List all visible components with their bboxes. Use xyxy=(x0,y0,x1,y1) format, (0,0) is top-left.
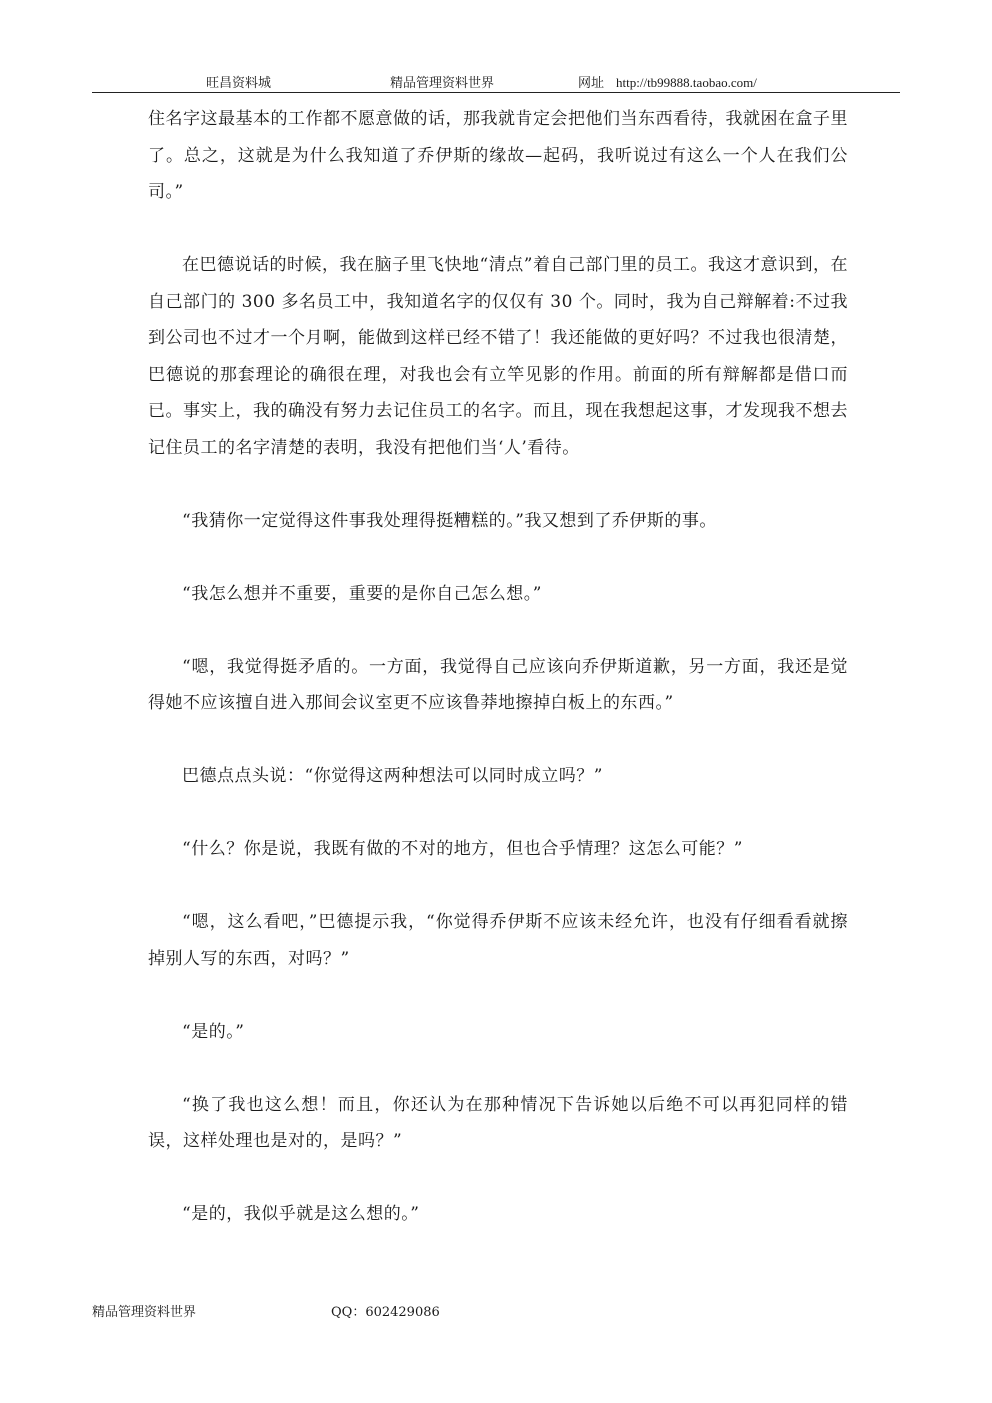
paragraph: “什么？你是说，我既有做的不对的地方，但也合乎情理？这怎么可能？” xyxy=(182,839,743,859)
header-url-label: 网址 xyxy=(578,76,605,91)
header-url-block xyxy=(578,72,757,91)
header-url-link[interactable]: http://tb99888.taobao.com/ xyxy=(616,75,757,90)
page-footer xyxy=(92,1301,440,1320)
header-site-name: 精品管理资料世界 xyxy=(390,76,495,91)
footer-qq: QQ：602429086 xyxy=(331,1305,440,1320)
paragraph: 在巴德说话的时候，我在脑子里飞快地“清点”着自己部门里的员工。我这才意识到，在自己部门的 300 多名员工中，我知道名字的仅仅有 30 个。同时，我为自己辩解着:不过我到公司也不过才一个月啊，能做到这样已经不错了！我还能做的更好吗？不过我也很清楚，巴德说的那套理论的确很在理，对我也会有立竿见影的作用。前面的所有辩解都是借口而已。事实上，我的确没有努力去记住员工的名字。而且，现在我想起这事，才发现我不想去记住员工的名字清楚的表明，我没有把他们当‘人’看待。 xyxy=(148,255,848,458)
paragraph: “嗯，我觉得挺矛盾的。一方面，我觉得自己应该向乔伊斯道歉，另一方面，我还是觉得她不应该擅自进入那间会议室更不应该鲁莽地擦掉白板上的东西。” xyxy=(148,656,848,713)
footer-site-name: 精品管理资料世界 xyxy=(92,1305,197,1320)
paragraph: “换了我也这么想！而且，你还认为在那种情况下告诉她以后绝不可以再犯同样的错误，这样处理也是对的，是吗？” xyxy=(148,1094,848,1151)
paragraph: “嗯，这么看吧，”巴德提示我，“你觉得乔伊斯不应该未经允许，也没有仔细看看就擦掉别人写的东西，对吗？” xyxy=(148,912,848,969)
paragraph: 住名字这最基本的工作都不愿意做的话，那我就肯定会把他们当东西看待，我就困在盒子里了。总之，这就是为什么我知道了乔伊斯的缘故—起码，我听说过有这么一个人在我们公司。” xyxy=(148,109,848,202)
paragraph: “是的。” xyxy=(182,1021,245,1042)
page-header xyxy=(92,70,900,93)
document-body xyxy=(148,101,848,1233)
header-shop-name: 旺昌资料城 xyxy=(206,76,272,91)
paragraph: “我怎么想并不重要，重要的是你自己怎么想。” xyxy=(182,583,542,604)
paragraph: 巴德点点头说：“你觉得这两种想法可以同时成立吗？” xyxy=(182,766,603,786)
paragraph: “是的，我似乎就是这么想的。” xyxy=(182,1204,420,1224)
paragraph: “我猜你一定觉得这件事我处理得挺糟糕的。”我又想到了乔伊斯的事。 xyxy=(182,510,717,531)
